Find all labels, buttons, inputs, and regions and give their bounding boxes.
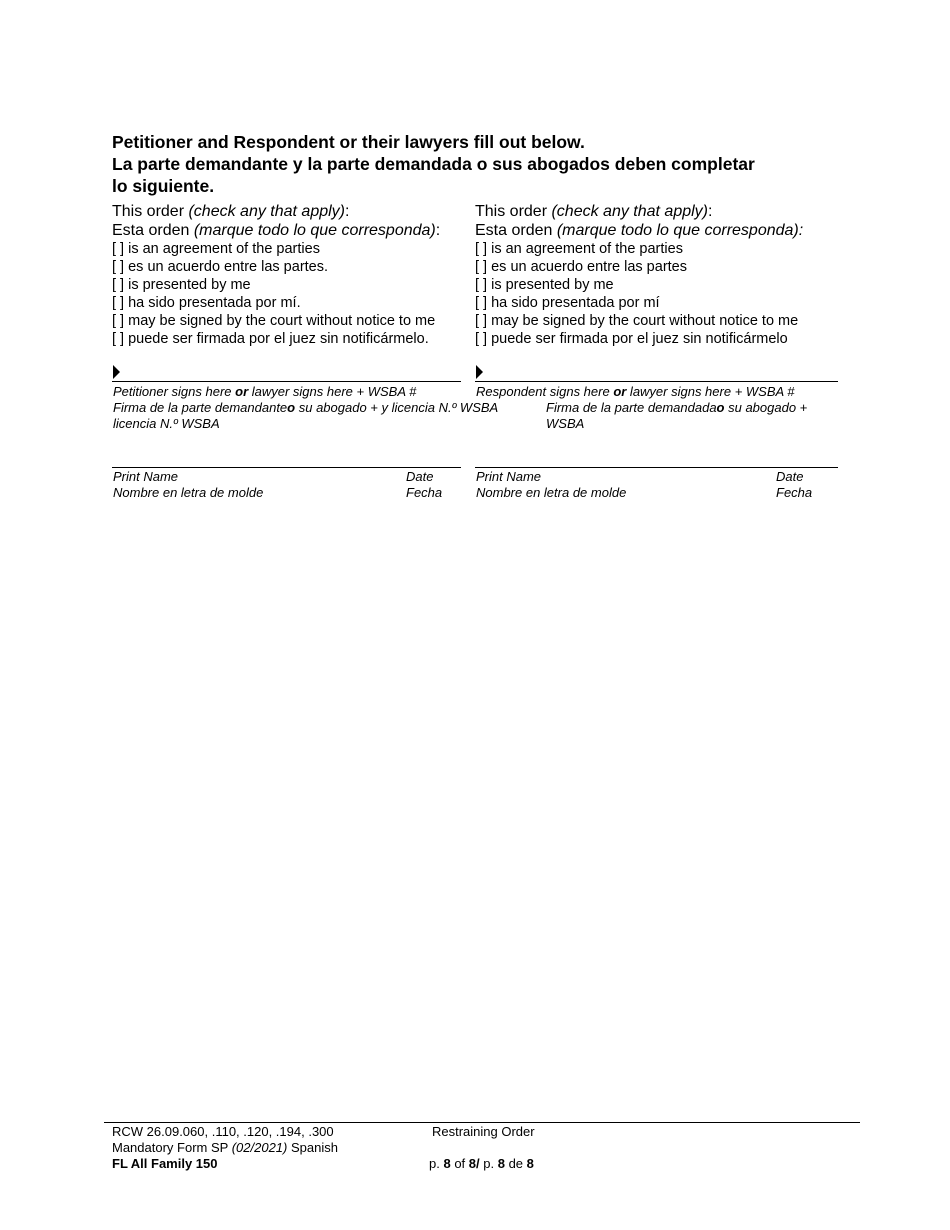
respondent-signature-label: Respondent signs here or lawyer signs here + WSBA # [476, 384, 795, 399]
heading-line-1: Petitioner and Respondent or their lawyers fill out below. [112, 132, 585, 152]
option-presented-es[interactable]: [ ] ha sido presentada por mí. [112, 295, 301, 311]
print-name-label-es: Nombre en letra de molde [113, 485, 264, 500]
respondent-signature-field[interactable] [475, 381, 838, 382]
respondent-signature-label-es-2: WSBA [546, 416, 585, 431]
order-intro-es: Esta orden (marque todo lo que corresponda): [475, 222, 804, 239]
option-presented-checkbox[interactable]: [ ] is presented by me [112, 277, 251, 293]
print-name-label: Print Name [113, 469, 179, 484]
petitioner-print-name-field[interactable] [112, 467, 461, 468]
respondent-print-name-field[interactable] [475, 467, 838, 468]
section-heading [112, 131, 832, 197]
petitioner-signature-label-es: Firma de la parte demandanteo su abogado + y licencia N.º WSBA [113, 400, 499, 415]
respondent-options-column [475, 202, 840, 348]
order-intro-es: Esta orden (marque todo lo que corresponda): [112, 222, 441, 239]
petitioner-options-column [112, 202, 462, 348]
respondent-signature-label-es: Firma de la parte demandadao su abogado + [546, 400, 808, 415]
footer-divider [104, 1122, 860, 1123]
footer-page-number: p. 8 of 8/ p. 8 de 8 [429, 1156, 534, 1171]
petitioner-signature-field[interactable] [112, 381, 461, 382]
order-intro-en: This order (check any that apply): [475, 203, 713, 220]
footer-title: Restraining Order [432, 1124, 535, 1139]
date-label-es: Fecha [406, 485, 443, 500]
option-agreement-es[interactable]: [ ] es un acuerdo entre las partes [475, 259, 687, 275]
petitioner-signature-label-es-2: licencia N.º WSBA [113, 416, 220, 431]
footer-form-type: Mandatory Form SP (02/2021) Spanish [112, 1140, 338, 1155]
option-no-notice-checkbox[interactable]: [ ] may be signed by the court without notice to me [475, 313, 799, 329]
option-presented-es[interactable]: [ ] ha sido presentada por mí [475, 295, 660, 311]
heading-line-2: La parte demandante y la parte demandada o sus abogados deben completar [112, 154, 755, 174]
option-presented-checkbox[interactable]: [ ] is presented by me [475, 277, 614, 293]
footer-form-id: FL All Family 150 [112, 1156, 218, 1171]
petitioner-signature-label: Petitioner signs here or lawyer signs here + WSBA # [113, 384, 417, 399]
print-name-label-es: Nombre en letra de molde [476, 485, 627, 500]
option-no-notice-checkbox[interactable]: [ ] may be signed by the court without notice to me [112, 313, 436, 329]
option-agreement-checkbox[interactable]: [ ] is an agreement of the parties [475, 241, 683, 257]
option-agreement-checkbox[interactable]: [ ] is an agreement of the parties [112, 241, 320, 257]
option-no-notice-es[interactable]: [ ] puede ser firmada por el juez sin notificármelo [475, 331, 788, 347]
signature-pointer-icon [113, 365, 120, 379]
footer-rcw: RCW 26.09.060, .110, .120, .194, .300 [112, 1124, 334, 1139]
print-name-label: Print Name [476, 469, 542, 484]
date-label: Date [406, 469, 434, 484]
option-no-notice-es[interactable]: [ ] puede ser firmada por el juez sin notificármelo. [112, 331, 429, 347]
heading-line-3: lo siguiente. [112, 176, 215, 196]
order-intro-en: This order (check any that apply): [112, 203, 350, 220]
date-label: Date [776, 469, 804, 484]
option-agreement-es[interactable]: [ ] es un acuerdo entre las partes. [112, 259, 329, 275]
date-label-es: Fecha [776, 485, 813, 500]
signature-pointer-icon [476, 365, 483, 379]
